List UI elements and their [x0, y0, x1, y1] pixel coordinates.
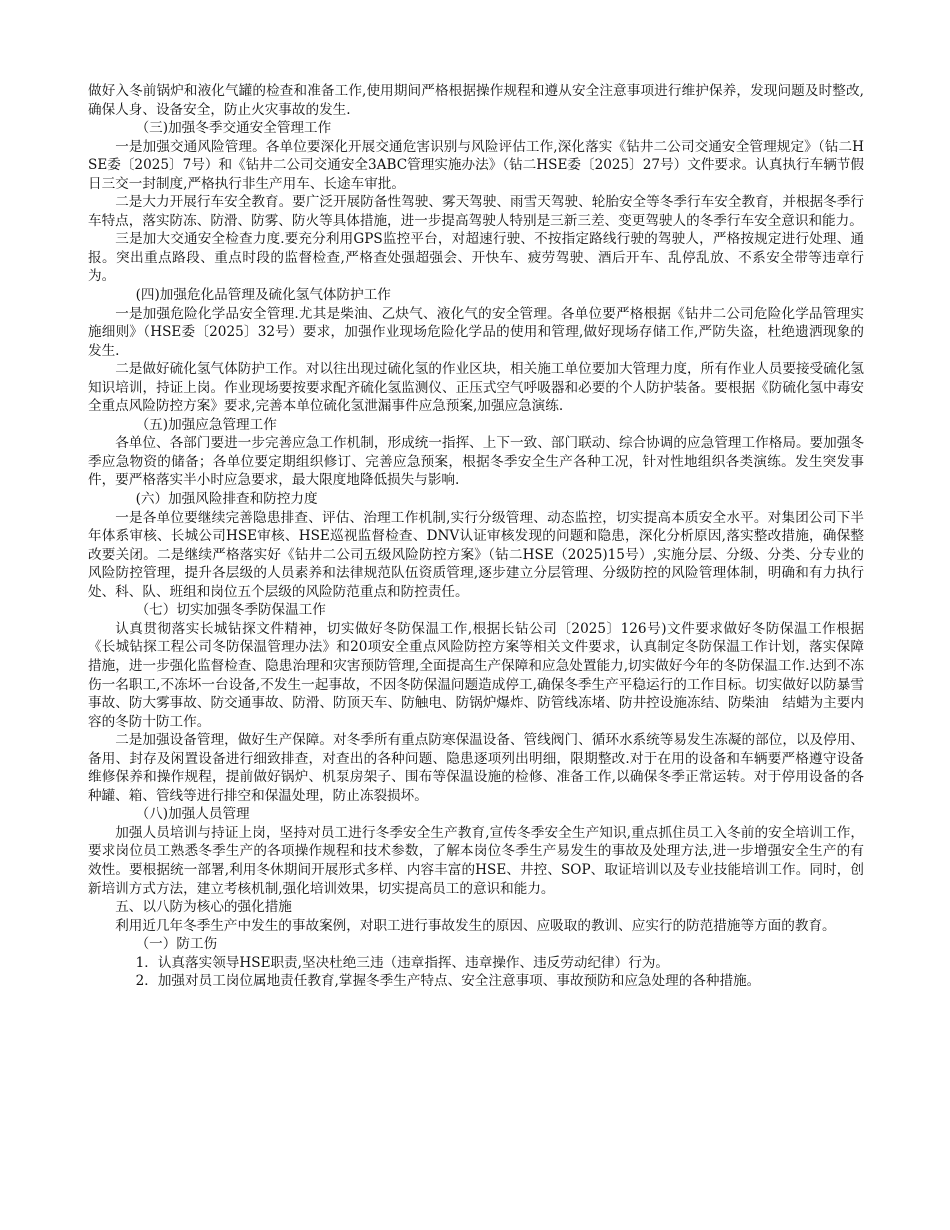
section-heading: （八)加强人员管理	[135, 806, 250, 823]
paragraph: 做好入冬前锅炉和液化气罐的检查和准备工作,使用期间严格根据操作规程和遵从安全注意事项进行维护保养，发现问题及时整改,确保人身、设备安全，防止火灾事故的发生.	[88, 83, 864, 118]
section-heading: （三)加强冬季交通安全管理工作	[135, 120, 332, 137]
section-heading: （一）防工伤	[135, 936, 218, 953]
section-heading: (四)加强危化品管理及硫化氢气体防护工作	[135, 287, 391, 304]
paragraph: 加强人员培训与持证上岗，坚持对员工进行冬季安全生产教育,宣传冬季安全生产知识,重点抓住员工入冬前的安全培训工作，要求岗位员工熟悉冬季生产的各项操作规程和技术参数，了解本岗位冬季生产易发生的事故及处理方法,进一步增强安全生产的有效性。要根据统一部署,利用冬休期间开展形式多样、内容丰富的HSE、井控、SOP、取证培训以及专业技能培训工作。同时，创新培训方式方法，建立考核机制,强化培训效果，切实提高员工的意识和能力。	[88, 824, 864, 897]
numbered-item: 2．加强对员工岗位属地责任教育,掌握冬季生产特点、安全注意事项、事故预防和应急处理的各种措施。	[135, 973, 761, 990]
paragraph: 二是加强设备管理，做好生产保障。对冬季所有重点防寒保温设备、管线阀门、循环水系统等易发生冻凝的部位，以及停用、备用、封存及闲置设备进行细致排查，对查出的各种问题、隐患逐项列出明细，限期整改.对于在用的设备和车辆要严格遵守设备维修保养和操作规程，提前做好锅炉、机泵房架子、围布等保温设施的检修、准备工作,以确保冬季正常运转。对于停用设备的各种罐、箱、管线等进行排空和保温处理，防止冻裂损坏。	[88, 732, 864, 804]
paragraph: 二是做好硫化氢气体防护工作。对以往出现过硫化氢的作业区块，相关施工单位要加大管理力度，所有作业人员要接受硫化氢知识培训，持证上岗。作业现场要按要求配齐硫化氢监测仪、正压式空气呼吸器和必要的个人防护装备。要根据《防硫化氢中毒安全重点风险防控方案》要求,完善本单位硫化氢泄漏事件应急预案,加强应急演练.	[88, 361, 864, 415]
paragraph: 一是各单位要继续完善隐患排查、评估、治理工作机制,实行分级管理、动态监控，切实提高本质安全水平。对集团公司下半年体系审核、长城公司HSE审核、HSE巡视监督检查、DNV认证审核发现的问题和隐患，深化分析原因,落实整改措施，确保整改要关闭。二是继续严格落实好《钻井二公司五级风险防控方案》（钻二HSE（2025)15号）,实施分层、分级、分类、分专业的风险防控管理，提升各层级的人员素养和法律规范队伍资质管理,逐步建立分层管理、分级防控的风险管理体制，明确和有力执行处、科、队、班组和岗位五个层级的风险防范重点和防控责任。	[88, 509, 864, 600]
paragraph: 二是大力开展行车安全教育。要广泛开展防备性驾驶、雾天驾驶、雨雪天驾驶、轮胎安全等冬季行车安全教育，并根据冬季行车特点，落实防冻、防滑、防雾、防火等具体措施，进一步提高驾驶人特别是三新三差、变更驾驶人的冬季行车安全意识和能力。	[88, 194, 864, 229]
paragraph: 利用近几年冬季生产中发生的事故案例，对职工进行事故发生的原因、应吸取的教训、应实行的防范措施等方面的教育。	[115, 917, 836, 934]
section-heading: (六）加强风险排查和防控力度	[135, 491, 318, 508]
paragraph: 一是加强危险化学品安全管理.尤其是柴油、乙炔气、液化气的安全管理。各单位要严格根据《钻井二公司危险化学品管理实施细则》（HSE委〔2025〕32号）要求，加强作业现场危险化学品的使用和管理,做好现场存储工作,严防失盗，杜绝遗洒现象的发生.	[88, 305, 864, 359]
paragraph: 各单位、各部门要进一步完善应急工作机制，形成统一指挥、上下一致、部门联动、综合协调的应急管理工作格局。要加强冬季应急物资的储备；各单位要定期组织修订、完善应急预案，根据冬季安全生产各种工况，针对性地组织各类演练。发生突发事件，要严格落实半小时应急要求，最大限度地降低损失与影响.	[88, 435, 864, 489]
document-body	[88, 82, 864, 991]
paragraph: 一是加强交通风险管理。各单位要深化开展交通危害识别与风险评估工作,深化落实《钻井二公司交通安全管理规定》（钻二HSE委〔2025〕7号）和《钻井二公司交通安全3ABC管理实施办法》（钻二HSE委〔2025〕27号）文件要求。认真执行车辆节假日三交一封制度,严格执行非生产用车、长途车审批。	[88, 138, 864, 192]
numbered-item: 1．认真落实领导HSE职责,坚决杜绝三违（违章指挥、违章操作、违反劳动纪律）行为。	[135, 954, 670, 971]
section-heading: （七）切实加强冬季防保温工作	[135, 602, 326, 619]
paragraph: 五、以八防为核心的强化措施	[115, 899, 292, 916]
section-heading: （五)加强应急管理工作	[135, 416, 277, 433]
paragraph: 三是加大交通安全检查力度.要充分利用GPS监控平台，对超速行驶、不按指定路线行驶的驾驶人，严格按规定进行处理、通报。突出重点路段、重点时段的监督检查,严格查处强超强会、开快车、疲劳驾驶、酒后开车、乱停乱放、不系安全带等违章行为。	[88, 231, 864, 285]
paragraph: 认真贯彻落实长城钻探文件精神，切实做好冬防保温工作,根据长钻公司〔2025〕126号)文件要求做好冬防保温工作根据《长城钻探工程公司冬防保温管理办法》和20项安全重点风险防控方案等相关文件要求，认真制定冬防保温工作计划，落实保障措施，进一步强化监督检查、隐患治理和灾害预防管理,全面提高生产保障和应急处置能力,切实做好今年的冬防保温工作.达到不冻伤一名职工,不冻坏一台设备,不发生一起事故，不因冬防保温问题造成停工,确保冬季生产平稳运行的工作目标。切实做好以防暴雪事故、防大雾事故、防交通事故、防滑、防顶天车、防触电、防锅炉爆炸、防管线冻堵、防井控设施冻结、防柴油 结蜡为主要内容的冬防十防工作。	[88, 620, 864, 730]
